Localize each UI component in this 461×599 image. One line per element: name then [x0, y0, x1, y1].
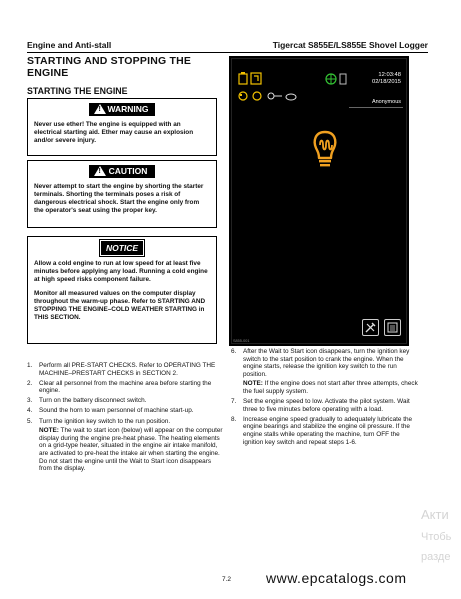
step-item: 8. Increase engine speed gradually to adequately lubricate the engine bearings and stabilize the engine oil pressure. If the engine stalls while operating the machine, turn OFF the ignition key switch and repeat steps 1-6.: [231, 415, 413, 446]
step-item: 5. Turn the ignition key switch to the run position. NOTE: The wait to start icon (below) will appear on the computer display during the engine pre-heat phase. The heating elements on a grid-type heater, situated in the engine air intake manifold, are activated to pre-heat the intake air when starting the engine. Do not start the engine until the Wait to Start icon disappears from the display.: [27, 417, 223, 473]
step-item: 7. Set the engine speed to low. Activate the pilot system. Wait three to five minutes before operating with a load.: [231, 398, 410, 413]
display-time: 12:03:48: [378, 72, 401, 78]
notice-label: NOTICE: [101, 241, 143, 255]
menu-list-icon: [385, 320, 400, 335]
caution-text: Never attempt to start the engine by shorting the starter terminals. Shorting the terminals poses a risk of dangerous electrical shock. Start the engine only from the operator's seat using the proper key.: [34, 183, 204, 214]
header-chapter: Engine and Anti-stall: [27, 40, 112, 50]
notice-text-1: Allow a cold engine to run at low speed for at least five minutes before applying any load. Running a cold engine at high speed risks component failure.: [34, 260, 208, 283]
activation-line-1: Акти: [421, 507, 449, 522]
step-note: NOTE: If the engine does not start after three attempts, check the fuel supply system.: [243, 380, 418, 395]
subsection-title: STARTING THE ENGINE: [27, 86, 128, 96]
display-user: Anonymous: [371, 99, 401, 105]
engine-light-icon: [239, 92, 247, 100]
tools-button[interactable]: [362, 319, 379, 336]
display-figure-ref: S855-001: [233, 339, 250, 343]
step-item: 2. Clear all personnel from the machine area before starting the engine.: [27, 379, 212, 395]
step-item: 1. Perform all PRE-START CHECKS. Refer to OPERATING THE MACHINE–PRESTART CHECKS in SECTION 2.: [27, 362, 216, 377]
battery-check-icon: [239, 72, 247, 84]
warning-label: WARNING: [107, 104, 149, 114]
section-title: STARTING AND STOPPING THE ENGINE: [27, 55, 192, 79]
warning-signal: ! WARNING: [89, 103, 155, 116]
page-number: 7.2: [222, 576, 232, 583]
caution-signal: ! CAUTION: [89, 165, 155, 178]
step-note: NOTE: The wait to start icon (below) will appear on the computer display during the engine pre-heat phase. The heating elements on a grid-type heater, situated in the engine air intake manifold, are activated to pre-heat the intake air when starting the engine. Do not start the engine until the Wait to Start icon disappears from the display.: [39, 427, 223, 473]
left-column: [27, 56, 217, 96]
tools-icon: [363, 320, 378, 335]
display-date: 02/18/2015: [371, 79, 401, 85]
warning-text: Never use ether! The engine is equipped with an electrical starting aid. Ether may cause an explosion and/or severe injury.: [34, 121, 194, 144]
menu-button[interactable]: [384, 319, 401, 336]
steps-left: [27, 362, 223, 475]
seat-icon: [251, 73, 261, 84]
caution-label: CAUTION: [108, 166, 148, 176]
turtle-icon: [286, 94, 296, 100]
activation-line-3: разде: [421, 551, 451, 563]
computer-display: [229, 56, 409, 346]
steps-right: [231, 348, 419, 449]
activation-line-2: Чтобь: [421, 531, 452, 543]
park-brake-icon: [253, 92, 261, 100]
notice-box: [27, 236, 217, 344]
key-icon: [268, 93, 282, 99]
header-rule: [27, 52, 428, 53]
warning-box: [27, 98, 217, 156]
step-item: 6. After the Wait to Start icon disappears, turn the ignition key switch to the start position to crank the engine. When the engine starts, release the ignition key switch to the run position. NOTE: If the engine does not start after three attempts, check the fuel supply system.: [231, 348, 418, 395]
caution-box: [27, 160, 217, 228]
step-item: 3. Turn on the battery disconnect switch.: [27, 397, 147, 405]
notice-text-2: Monitor all measured values on the computer display throughout the warm-up phase. Refer to STARTING AND STOPPING THE ENGINE–COLD WEATHER STARTING in THIS SECTION.: [34, 290, 206, 321]
fluid-level-icon: [340, 74, 346, 84]
step-item: 4. Sound the horn to warn personnel of machine start-up.: [27, 407, 194, 415]
watermark: www.epcatalogs.com: [266, 570, 407, 586]
cooling-fan-icon: [326, 74, 336, 84]
wait-to-start-icon: [309, 129, 341, 169]
header-model: Tigercat S855E/LS855E Shovel Logger: [272, 40, 428, 50]
display-clock: [372, 72, 401, 86]
status-icons: [237, 70, 347, 106]
